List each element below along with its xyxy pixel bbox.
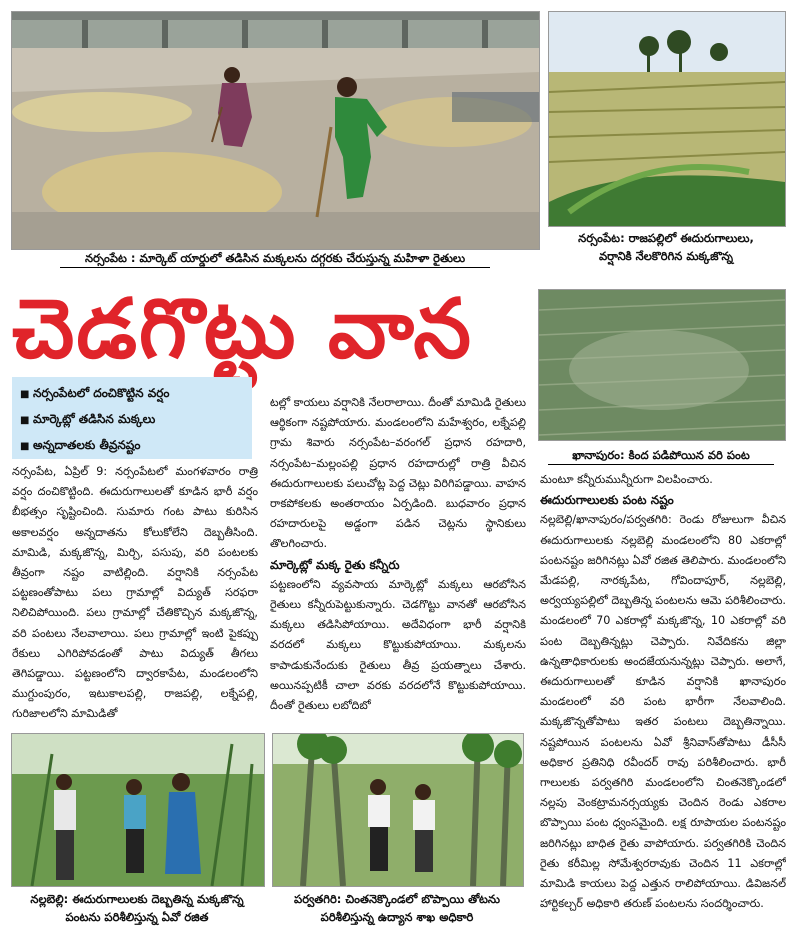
article-paragraph: మంటూ కన్నీరుమున్నీరుగా విలపించారు. <box>540 473 713 486</box>
caption-fallen-paddy: ఖానాపురం: కింద పడిపోయిన వరి పంట <box>548 447 774 465</box>
papaya-garden-image <box>273 734 523 886</box>
subheading-crop-loss: ఈదురుగాలులకు పంట నష్టం <box>540 493 674 508</box>
article-paragraph: నర్సంపేట, ఏప్రిల్ 9: నర్సంపేటలో మంగళవారం రాత్రి వర్షం దంచికొట్టింది. ఈదురుగాలులతో కూడిన భారీ వర్షం బీభత్సం సృష్టించింది. సుమారు గంట పాటు కురిసిన అకాలవర్షం అన్నదాతను కోలుకోలేని దెబ్బతీసింది. మామిడి, మక్కజొన్న, మిర్చి, పసుపు, వరి పంటలకు తీవ్రంగా నష్టం వాటిల్లింది. వర్షానికి నర్సంపేట పట్టణంతోపాటు పలు గ్రామాల్లో విద్యుత్ సరఫరా నిలిచిపోయింది. పలు గ్రామాల్లో చేతికొచ్చిన మక్కజొన్న, వరి పంటలు నేలవాలాయి. పలు గ్రామాల్లో ఇంటి పైకప్పు రేకులు ఎగిరిపోవడంతో పాటు విద్యుత్ తీగలు తెగిపడ్డాయి. పట్టణంలోని ద్వారకాపేట, మండలంలోని ముగ్దుంపురం, ఇటుకాలపల్లి, రాజపల్లి, లక్నేపల్లి, గురిజాలలోని మామిడితో <box>12 465 258 721</box>
highlight-item: ■ నర్సంపేటలో దంచికొట్టిన వర్షం <box>20 381 244 407</box>
fallen-paddy-image <box>539 290 785 440</box>
fallen-maize-image <box>549 12 785 226</box>
article-paragraph: పట్టణంలోని వ్యవసాయ మార్కెట్లో మక్కలు ఆరబోసిన రైతులు కన్నీరుపెట్టుకున్నారు. చెడగొట్టు వానతో ఆరబోసిన మక్కలు తడిసిపోయాయి. అదేవిధంగా భారీ వర్షానికి వరదలో మక్కలు కొట్టుకుపోయాయి. మక్కలను కాపాడుకునేందుకు రైతులు తీవ్ర ప్రయత్నాలు చేశారు. అయినప్పటికీ చాలా వరకు వరదలోనే కొట్టుకుపోయాయి. దీంతో రైతులు లబోదిబో <box>270 577 526 713</box>
photo-officer-maize <box>11 733 265 887</box>
article-paragraph: నల్లబెల్లి/ఖానాపురం/పర్వతగిరి: రెండు రోజులుగా వీచిన ఈదురుగాలులకు నల్లబెల్లి మండలంలోని 80 ఎకరాల్లో పంటనష్టం జరిగినట్లు ఏవో రజిత తెలిపారు. మండలంలోని మేడపల్లి, నారక్కపేట, గోవిందాపూర్, నల్లబెల్లి, అర్వయ్యపల్లిలో దెబ్బతిన్న పంటలను ఆమె పరిశీలించారు. మండలంలో 70 ఎకరాల్లో మక్కజొన్న, 10 ఎకరాల్లో వరి పంట దెబ్బతిన్నట్లు చెప్పారు. నివేదికను జిల్లా ఉన్నతాధికారులకు అందజేయనున్నట్లు చెప్పారు. అలాగే, ఈదురుగాలులతో కూడిన వర్షానికి ఖానాపురం మండలంలో వరి పంట భారీగా నేలవాలింది. మక్కజొన్నతోపాటు ఇతర పంటలు దెబ్బతిన్నాయి. నష్టపోయిన పంటలను ఏవో శ్రీనివాస్‌తోపాటు డీసీసీ అధికార ప్రతినిధి రవీందర్ రావు పరిశీలించారు. భారీ గాలులకు పర్వతగిరి మండలంలోని చింతనెక్కొండలో నల్లపు వెంకట్రామనర్సయ్యకు చెందిన రెండు ఎకరాల బొప్పాయి పంట ధ్వంసమైంది. లక్ష రూపాయల పంటనష్టం జరిగినట్లు బాధిత రైతు వాపోయారు. పర్వతగిరికి చెందిన రైతు కరీమిల్ల సోమేశ్వరరావుకు చెందిన 11 ఎకరాల్లో మామిడి కాయలు పెద్ద ఎత్తున రాలిపోయాయి. డివిజనల్ హార్టికల్చర్ అధికారి తరుణ్ పంటలను సందర్శించారు. <box>540 513 786 911</box>
caption-fallen-maize-2: వర్షానికి నేలకొరిగిన మక్కజొన్న <box>598 249 733 263</box>
caption-market-yard: నర్సంపేట : మార్కెట్ యార్డులో తడిసిన మక్కలను దగ్గరకు చేరుస్తున్న మహిళా రైతులు <box>60 250 490 268</box>
highlight-item: ■ మార్కెట్లో తడిసిన మక్కలు <box>20 407 244 433</box>
caption-officer-maize-1: నల్లబెల్లి: ఈదురుగాలులకు దెబ్బతిన్న మక్కజొన్న <box>30 892 244 906</box>
caption-officer-maize-2: పంటను పరిశీలిస్తున్న ఏవో రజిత <box>65 910 209 924</box>
article-column-1 <box>12 462 258 730</box>
caption-papaya-garden-1: పర్వతగిరి: చింతనెక్కొండలో బొప్పాయి తోటను <box>294 892 500 906</box>
photo-fallen-paddy <box>538 289 786 441</box>
photo-fallen-maize <box>548 11 786 227</box>
highlight-item: ■ అన్నదాతలకు తీవ్రనష్టం <box>20 433 244 459</box>
market-yard-image <box>12 12 539 249</box>
headline: చెడగొట్టు వాన <box>12 282 473 377</box>
officer-maize-image <box>12 734 264 886</box>
photo-market-yard <box>11 11 540 250</box>
photo-papaya-garden <box>272 733 524 887</box>
caption-papaya-garden-2: పరిశీలిస్తున్న ఉద్యాన శాఖ అధికారి <box>320 910 474 924</box>
highlights-box <box>12 377 252 459</box>
article-paragraph: టల్లో కాయలు వర్షానికి నేలరాలాయి. దీంతో మామిడి రైతులు ఆర్థికంగా నష్టపోయారు. మండలంలోని మహేశ్వరం, లక్నేపల్లి గ్రామ శివారు నర్సంపేట–వరంగల్ ప్రధాన రహదారి, నర్సంపేట–మల్లంపల్లి ప్రధాన రహదారుల్లో రాత్రి వీచిన ఈదురుగాలులకు పలుచోట్ల పెద్ద చెట్లు విరిగిపడ్డాయి. వాహన రాకపోకలకు అంతరాయం ఏర్పడింది. బుధవారం ప్రధాన రహదారులపై అడ్డంగా పడిన చెట్లను స్థానికులు తొలగించారు. <box>270 396 526 551</box>
caption-fallen-maize-1: నర్సంపేట: రాజపల్లిలో ఈదురుగాలులు, <box>578 231 754 245</box>
article-column-2 <box>270 393 526 728</box>
subheading-market: మార్కెట్లో మక్క రైతు కన్నీరు <box>270 557 400 572</box>
article-column-3 <box>540 470 786 932</box>
